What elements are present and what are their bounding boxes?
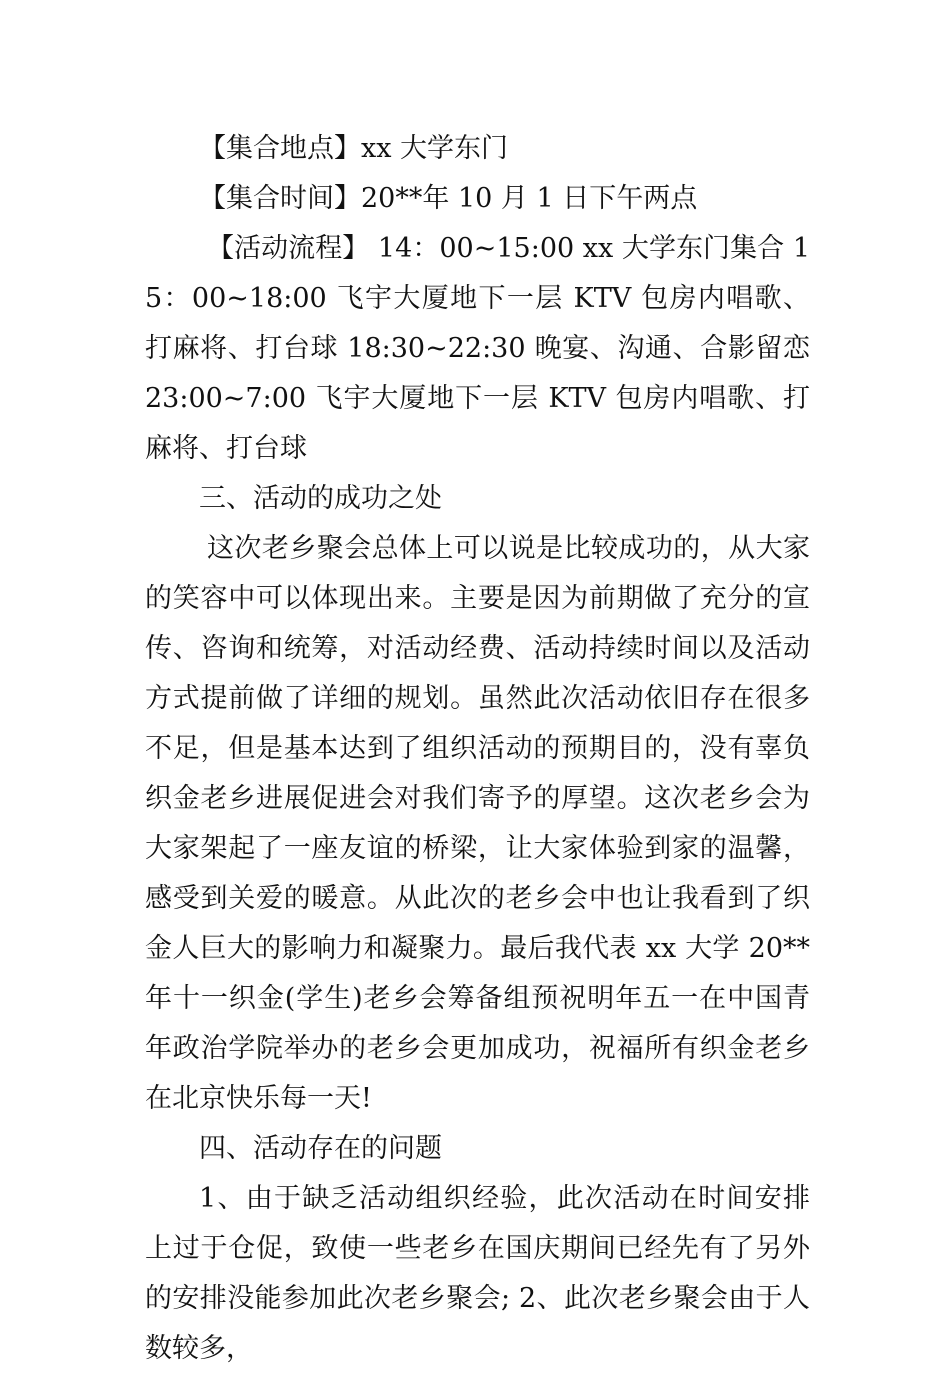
paragraph-problems: 1、由于缺乏活动组织经验，此次活动在时间安排上过于仓促，致使一些老乡在国庆期间已经先有了另外的安排没能参加此次老乡聚会; 2、此次老乡聚会由于人数较多， xyxy=(145,1183,810,1364)
section-heading-successes: 三、活动的成功之处 xyxy=(199,483,442,514)
paragraph-successes: 这次老乡聚会总体上可以说是比较成功的，从大家的笑容中可以体现出来。主要是因为前期做了充分的宣传、咨询和统筹，对活动经费、活动持续时间以及活动方式提前做了详细的规划。虽然此次活动依旧存在很多不足，但是基本达到了组织活动的预期目的，没有辜负织金老乡进展促进会对我们寄予的厚望。这次老乡会为大家架起了一座友谊的桥梁，让大家体验到家的温馨，感受到关爱的暖意。从此次的老乡会中也让我看到了织金人巨大的影响力和凝聚力。最后我代表 xx 大学 20**年十一织金(学生)老乡会筹备组预祝明年五一在中国青年政治学院举办的老乡会更加成功，祝福所有织金老乡在北京快乐每一天! xyxy=(145,533,810,1114)
paragraph-activity-schedule: 【活动流程】 14：00~15:00 xx 大学东门集合 15：00~18:00 飞宇大厦地下一层 KTV 包房内唱歌、打麻将、打台球 18:30~22:30 晚宴、沟通、合影留恋 23:00~7:00 飞宇大厦地下一层 KTV 包房内唱歌、打麻将、打台球 xyxy=(145,233,810,464)
paragraph-gathering-time: 【集合时间】20**年 10 月 1 日下午两点 xyxy=(199,183,698,214)
document-body xyxy=(145,124,810,1374)
section-heading-problems: 四、活动存在的问题 xyxy=(199,1133,442,1164)
paragraph-gathering-place: 【集合地点】xx 大学东门 xyxy=(199,133,509,164)
